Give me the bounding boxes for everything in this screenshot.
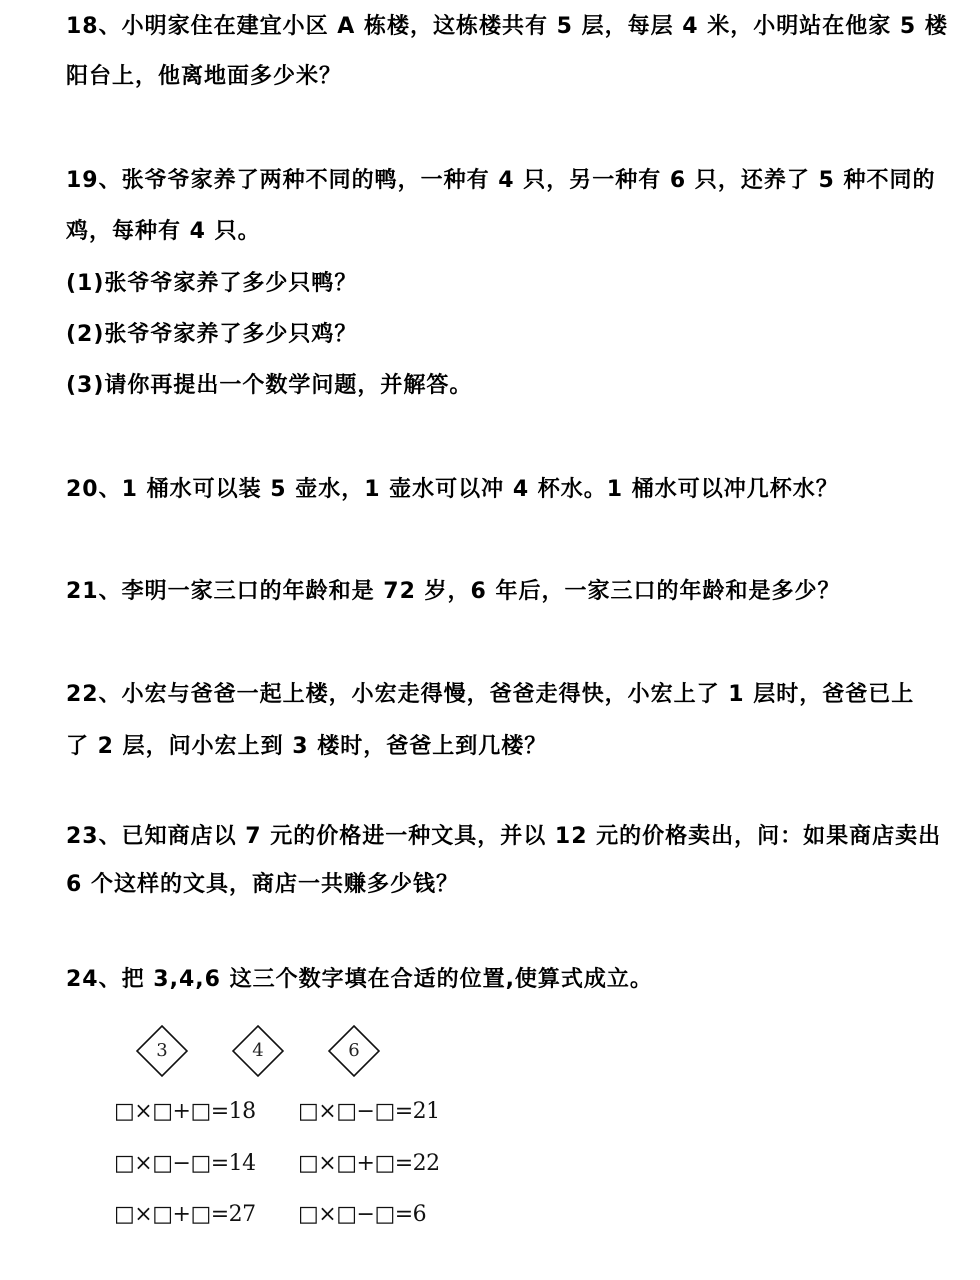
q19-line2: 鸡，每种有 4 只。 <box>66 219 261 244</box>
equation: □×□+□=27 <box>114 1202 256 1227</box>
digit-diamond-4 <box>232 1025 284 1077</box>
equation: □×□+□=18 <box>114 1099 256 1124</box>
digit-label: 4 <box>252 1040 264 1061</box>
q19-sub1: (1)张爷爷家养了多少只鸭？ <box>66 271 358 296</box>
q23-line1: 23、已知商店以 7 元的价格进一种文具，并以 12 元的价格卖出，问：如果商店卖出 <box>66 824 942 849</box>
digit-diamond-6 <box>328 1025 380 1077</box>
q23-line2: 6 个这样的文具，商店一共赚多少钱？ <box>66 872 459 897</box>
q21-line1: 21、李明一家三口的年龄和是 72 岁，6 年后，一家三口的年龄和是多少？ <box>66 579 841 604</box>
q19-line1: 19、张爷爷家养了两种不同的鸭，一种有 4 只，另一种有 6 只，还养了 5 种不同的 <box>66 168 936 193</box>
q18-line1: 18、小明家住在建宜小区 A 栋楼，这栋楼共有 5 层，每层 4 米，小明站在他家 5 楼 <box>66 14 948 39</box>
digit-label: 6 <box>348 1040 360 1061</box>
q19-sub2: (2)张爷爷家养了多少只鸡？ <box>66 322 358 347</box>
q22-line1: 22、小宏与爸爸一起上楼，小宏走得慢，爸爸走得快，小宏上了 1 层时，爸爸已上 <box>66 682 915 707</box>
equation: □×□−□=21 <box>298 1099 440 1124</box>
q24-line1: 24、把 3,4,6 这三个数字填在合适的位置,使算式成立。 <box>66 967 653 992</box>
q18-line2: 阳台上，他离地面多少米？ <box>66 64 343 89</box>
equation: □×□−□=14 <box>114 1151 256 1176</box>
q22-line2: 了 2 层，问小宏上到 3 楼时，爸爸上到几楼？ <box>66 734 548 759</box>
equation: □×□+□=22 <box>298 1151 440 1176</box>
digit-label: 3 <box>156 1040 168 1061</box>
q20-line1: 20、1 桶水可以装 5 壶水，1 壶水可以冲 4 杯水。1 桶水可以冲几杯水？ <box>66 477 839 502</box>
equation: □×□−□=6 <box>298 1202 427 1227</box>
q19-sub3: (3)请你再提出一个数学问题，并解答。 <box>66 373 473 398</box>
digit-diamond-3 <box>136 1025 188 1077</box>
